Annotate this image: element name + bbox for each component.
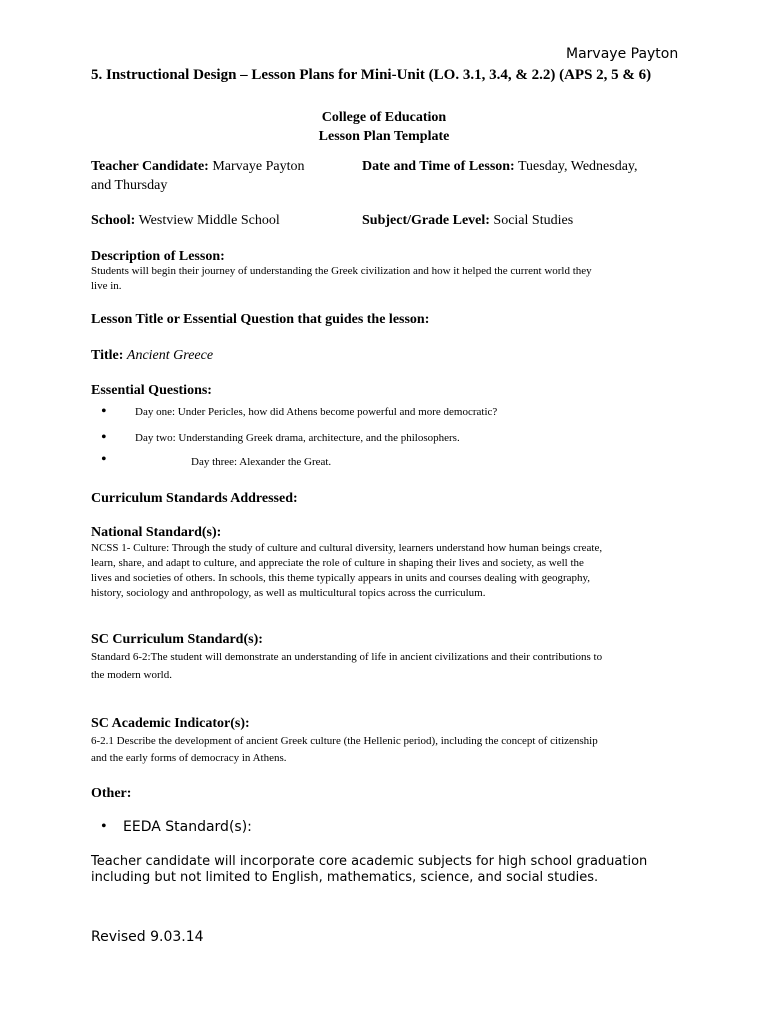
teacher-candidate-value: Marvaye Payton	[212, 159, 305, 174]
template-title: Lesson Plan Template	[318, 129, 450, 144]
eeda-line-2: including but not limited to English, mathematics, science, and social studies.	[91, 870, 599, 885]
sc-curriculum-line-2: the modern world.	[91, 669, 172, 681]
subject-label: Subject/Grade Level:	[362, 213, 490, 228]
essential-questions-list	[101, 404, 721, 474]
date-continuation: and Thursday	[91, 178, 168, 193]
list-item	[101, 404, 721, 422]
eeda-line-1: Teacher candidate will incorporate core academic subjects for high school graduation	[91, 854, 648, 869]
sc-curriculum-heading: SC Curriculum Standard(s):	[91, 632, 263, 647]
description-line-1: Students will begin their journey of understanding the Greek civilization and how it helped the current world they	[91, 265, 592, 277]
title-value: Ancient Greece	[126, 348, 214, 363]
question-day-one: Day one: Under Pericles, how did Athens become powerful and more democratic?	[135, 406, 498, 418]
other-heading: Other:	[91, 786, 132, 801]
sc-academic-heading: SC Academic Indicator(s):	[91, 716, 250, 731]
eeda-heading: EEDA Standard(s):	[123, 819, 252, 835]
national-standard-line-2: learn, share, and adapt to culture, and appreciate the role of culture in shaping their lives and society, as well the	[91, 557, 584, 569]
question-day-three: Day three: Alexander the Great.	[191, 456, 332, 468]
school-field	[91, 211, 280, 230]
sc-curriculum-line-1: Standard 6-2:The student will demonstrate an understanding of life in ancient civilizations and their contributions to	[91, 651, 603, 663]
college-name: College of Education	[321, 110, 447, 125]
date-time-label: Date and Time of Lesson:	[362, 159, 515, 174]
date-time-field	[362, 157, 638, 176]
bullet-icon: •	[101, 429, 107, 446]
national-standard-heading: National Standard(s):	[91, 525, 222, 540]
national-standard-line-4: history, sociology and anthropology, as well as multicultural topics across the curriculum.	[91, 587, 486, 599]
list-item	[101, 818, 401, 838]
header-author: Marvaye Payton	[566, 46, 679, 62]
lesson-title-heading: Lesson Title or Essential Question that guides the lesson:	[91, 312, 430, 327]
title-label: Title:	[91, 348, 124, 363]
school-value: Westview Middle School	[138, 213, 280, 228]
main-title: 5. Instructional Design – Lesson Plans for Mini-Unit (LO. 3.1, 3.4, & 2.2) (APS 2, 5 & 6)	[91, 67, 652, 83]
essential-questions-heading: Essential Questions:	[91, 383, 212, 398]
curriculum-heading: Curriculum Standards Addressed:	[91, 491, 298, 506]
bullet-icon: •	[101, 451, 107, 468]
subject-value: Social Studies	[493, 213, 574, 228]
school-label: School:	[91, 213, 136, 228]
sc-academic-line-1: 6-2.1 Describe the development of ancient Greek culture (the Hellenic period), including the concept of citizenship	[91, 735, 598, 747]
bullet-icon: •	[101, 403, 107, 420]
revised-footer: Revised 9.03.14	[91, 929, 204, 945]
list-item	[101, 452, 721, 470]
teacher-candidate-field	[91, 157, 305, 176]
subject-field	[362, 211, 573, 230]
teacher-candidate-label: Teacher Candidate:	[91, 159, 209, 174]
title-field	[91, 346, 213, 365]
description-line-2: live in.	[91, 280, 122, 292]
bullet-icon: •	[101, 818, 107, 835]
list-item	[101, 430, 721, 448]
question-day-two: Day two: Understanding Greek drama, architecture, and the philosophers.	[135, 432, 460, 444]
national-standard-line-3: lives and societies of others. In schools, this theme typically appears in units and courses dealing with geography,	[91, 572, 591, 584]
national-standard-line-1: NCSS 1- Culture: Through the study of culture and cultural diversity, learners understand how human beings create,	[91, 542, 603, 554]
date-time-value: Tuesday, Wednesday,	[517, 159, 638, 174]
description-heading: Description of Lesson:	[91, 249, 225, 264]
sc-academic-line-2: and the early forms of democracy in Athens.	[91, 752, 287, 764]
